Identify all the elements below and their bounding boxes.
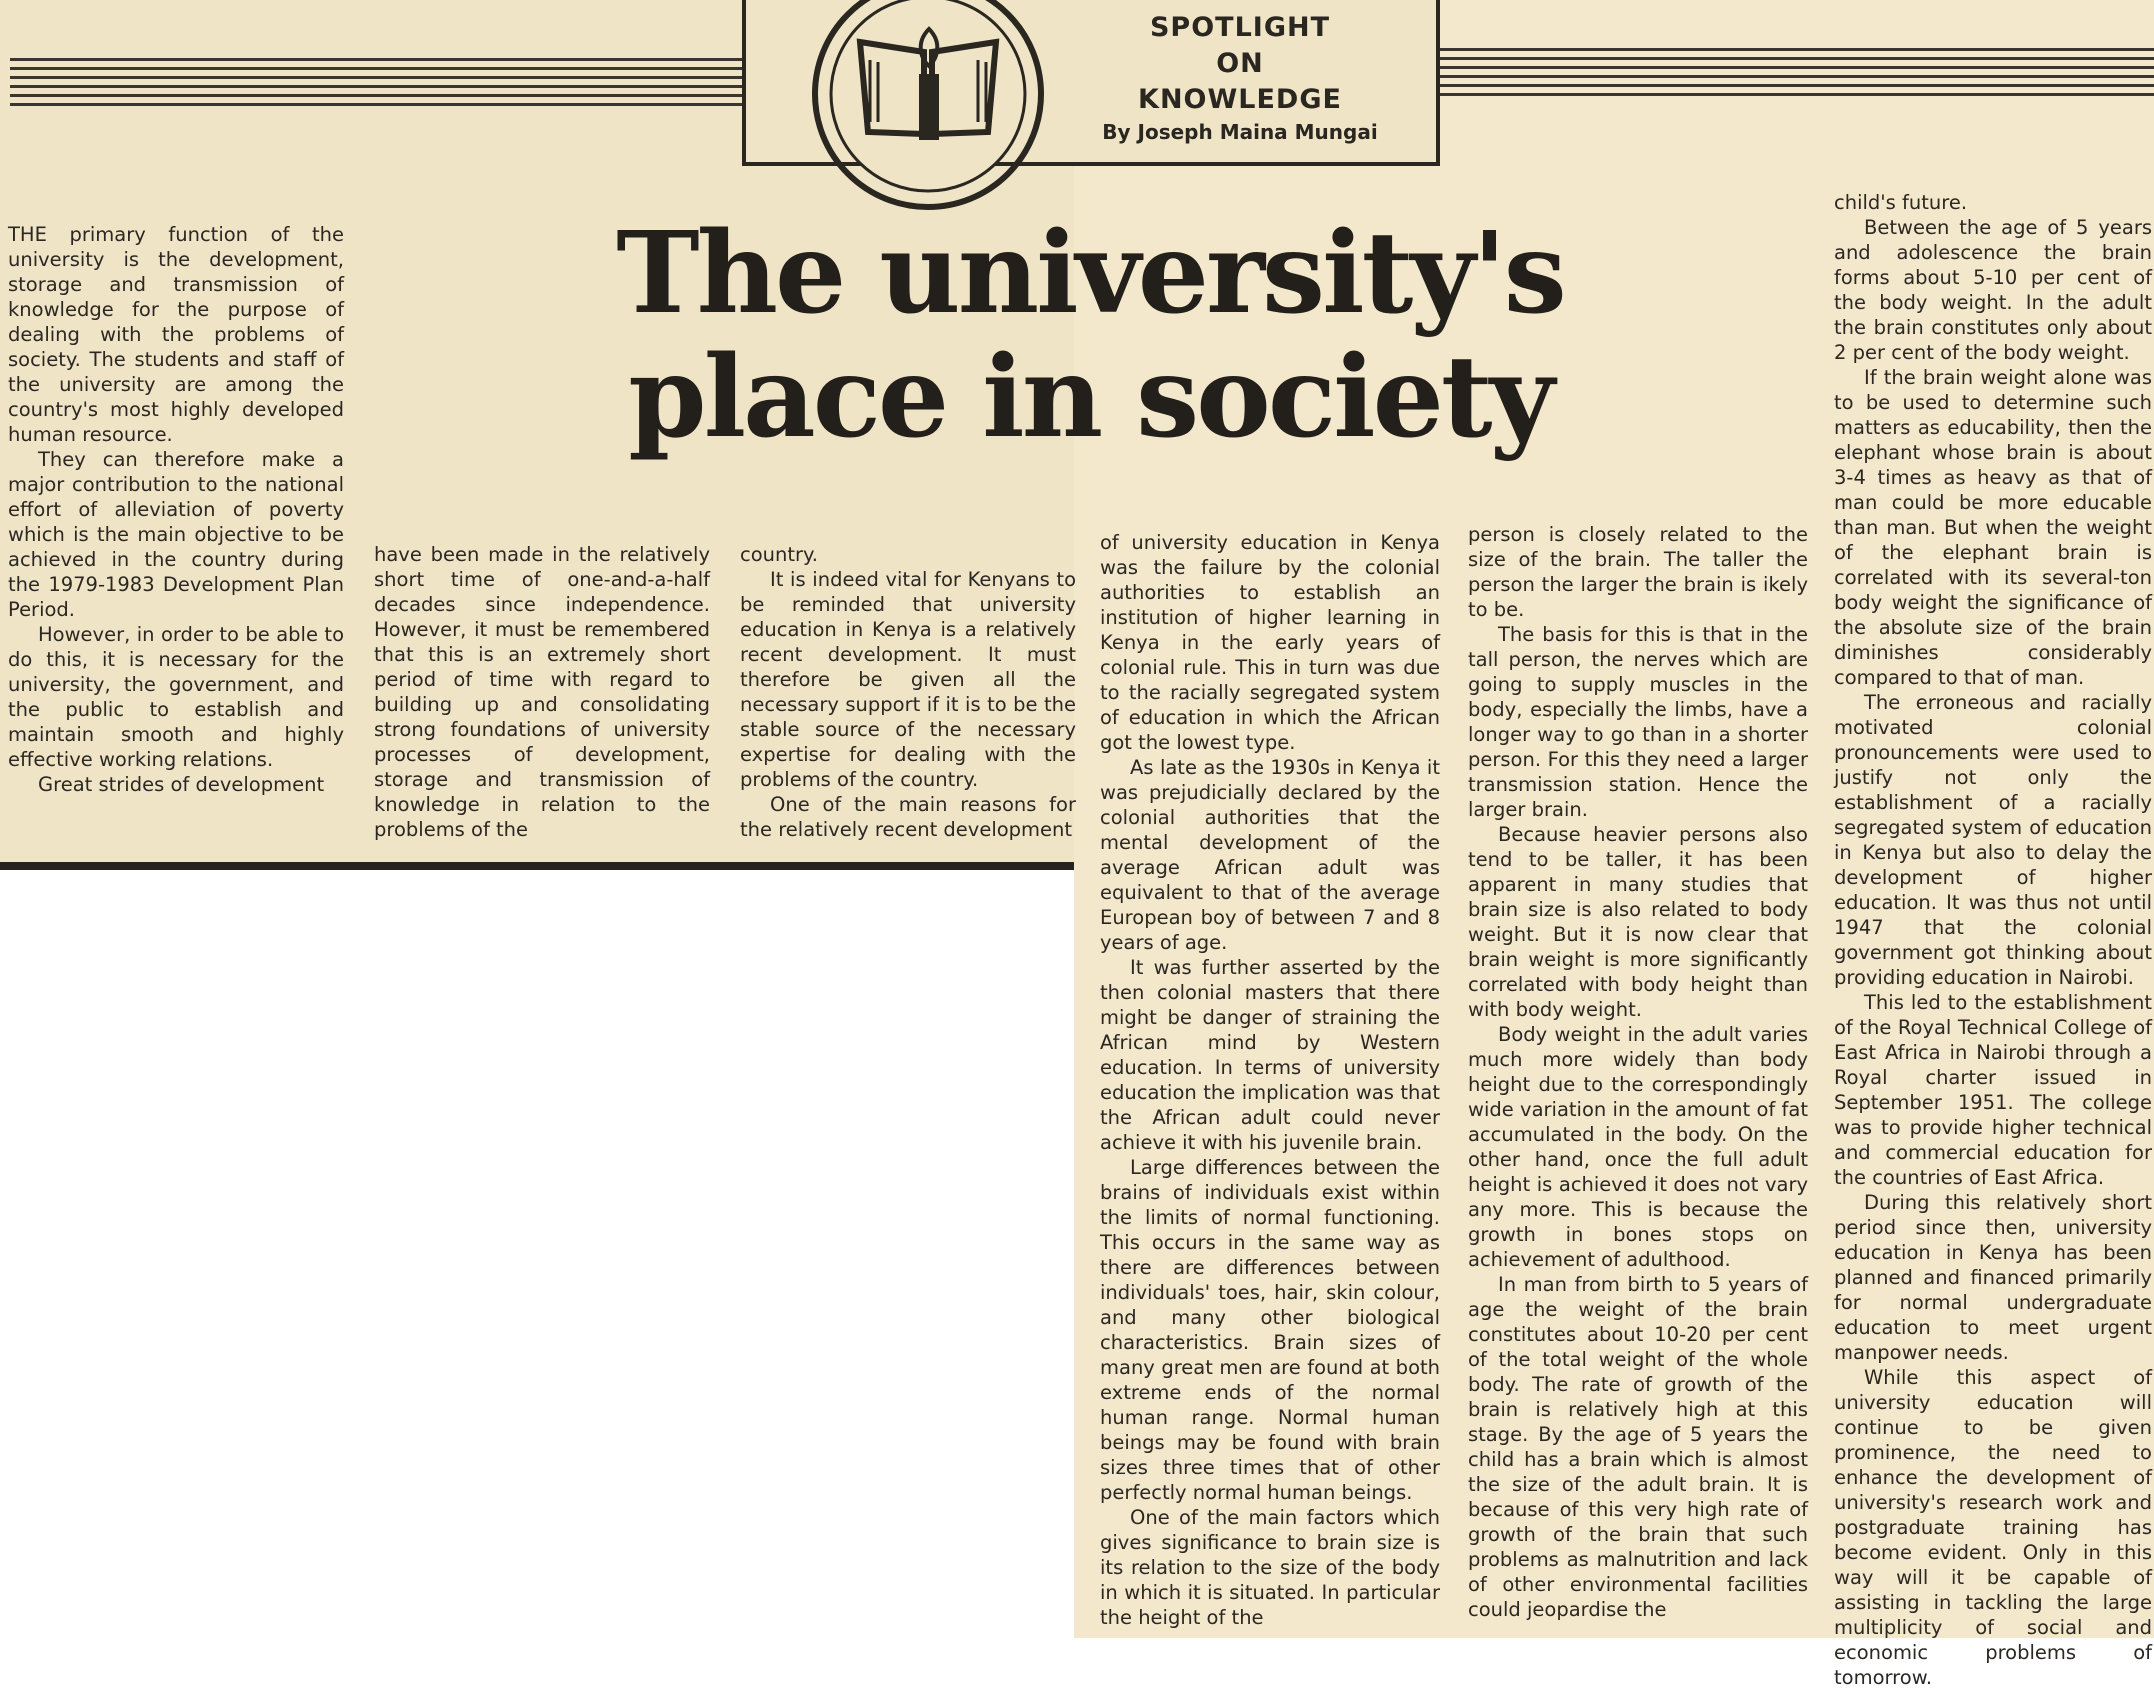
paragraph: Large differences between the brains of individuals exist within the limits of normal functioning. This occurs in the same way as there are differences between individuals' toes, hair, skin colour, and many other biological characteristics. Brain sizes of many great men are found at both extreme ends of the normal human range. Normal human beings may be found with brain sizes three times that of other perfectly normal human beings. [1100,1156,1440,1504]
byline: By Joseph Maina Mungai [1102,120,1378,144]
paragraph: One of the main factors which gives significance to brain size is its relation to the size of the body in which it is situated. In particular the height of the [1100,1506,1440,1629]
headline-line-2: place in society [628,332,1552,463]
paragraph: Because heavier persons also tend to be taller, it has been apparent in many studies that brain size is also related to body weight. But it is now clear that brain weight is more significantly correlated with body height than with body weight. [1468,823,1808,1021]
article-column-5 [1468,522,1808,1630]
paragraph: It is indeed vital for Kenyans to be reminded that university education in Kenya is a relatively recent development. It must therefore be given all the necessary support if it is to be the stable source of the necessary expertise for dealing with the problems of the country. [740,568,1076,791]
paragraph: While this aspect of university education will continue to be given prominence, the need to enhance the development of university's research work and postgraduate training has become evident. Only in this way will it be capable of assisting in tackling the large multiplicity of social and economic problems of tomorrow. [1834,1366,2152,1689]
paragraph: One of the main reasons for the relatively recent development [740,793,1076,841]
paragraph: This led to the establishment of the Royal Technical College of East Africa in Nairobi through a Royal charter issued in September 1951. The college was to provide higher technical and commercial education for the countries of East Africa. [1834,991,2152,1189]
paragraph: However, in order to be able to do this, it is necessary for the university, the government, and the public to establish and maintain smooth and highly effective working relations. [8,623,344,771]
paragraph: It was further asserted by the then colonial masters that there might be danger of straining the African mind by Western education. In terms of university education the implication was that the African adult could never achieve it with his juvenile brain. [1100,956,1440,1154]
paragraph: country. [740,543,818,566]
paragraph: If the brain weight alone was to be used to determine such matters as educability, then the elephant whose brain is about 3-4 times as heavy as that of man could be more educable than man. But when the weight of the elephant brain is correlated with its several-ton body weight the significance of the absolute size of the brain diminishes considerably compared to that of man. [1834,366,2152,689]
clipping-bottom-rule [0,862,1074,870]
paragraph: THE primary function of the university is the development, storage and transmission of knowledge for the purpose of dealing with the problems of society. The students and staff of the university are among the country's most highly developed human resource. [8,223,344,446]
article-column-3 [740,542,1076,852]
paragraph: Great strides of development [38,773,325,796]
article-column-1 [8,222,344,852]
article-column-6 [1834,190,2152,1689]
paragraph: In man from birth to 5 years of age the weight of the brain constitutes about 10-20 per cent of the total weight of the whole body. The rate of growth of the brain is relatively high at this stage. By the age of 5 years the child has a brain which is almost the size of the adult brain. It is because of this very high rate of growth of the brain that such problems as malnutrition and lack of other environmental facilities could jeopardise the [1468,1273,1808,1621]
open-book-candle-icon [808,0,1048,204]
headline [400,208,1780,463]
section-kicker [1110,10,1370,118]
headline-line-1: The university's [616,208,1564,339]
paragraph: As late as the 1930s in Kenya it was prejudicially declared by the colonial authorities that the mental development of the average African adult was equivalent to that of the average European boy of between 7 and 8 years of age. [1100,756,1440,954]
paragraph: They can therefore make a major contribution to the national effort of alleviation of poverty which is the main objective to be achieved in the country during the 1979-1983 Development Plan Period. [8,448,344,621]
left-banner-rules [10,58,742,110]
paragraph: Between the age of 5 years and adolescence the brain forms about 5-10 per cent of the body weight. In the adult the brain constitutes only about 2 per cent of the body weight. [1834,216,2152,364]
article-column-2 [374,542,710,852]
paragraph: of university education in Kenya was the failure by the colonial authorities to establish an institution of higher learning in Kenya in the early years of colonial rule. This in turn was due to the racially segregated system of education in which the African got the lowest type. [1100,531,1440,754]
paragraph: The erroneous and racially motivated colonial pronouncements were used to justify not only the establishment of a racially segregated system of education in Kenya but also to delay the development of higher education. It was thus not until 1947 that the colonial government got thinking about providing education in Nairobi. [1834,691,2152,989]
paragraph: have been made in the relatively short time of one-and-a-half decades since independence. However, it must be remembered that this is an extremely short period of time with regard to building up and consolidating strong foundations of university processes of development, storage and transmission of knowledge in relation to the problems of the [374,543,710,841]
paragraph: person is closely related to the size of the brain. The taller the person the larger the brain is ikely to be. [1468,523,1808,621]
paragraph: During this relatively short period since then, university education in Kenya has been planned and financed primarily for normal undergraduate education to meet urgent manpower needs. [1834,1191,2152,1364]
kicker-line-2: ON [1216,48,1264,79]
article-column-4 [1100,530,1440,1630]
kicker-line-1: SPOTLIGHT [1149,12,1331,43]
paragraph: Body weight in the adult varies much more widely than body height due to the correspondingly wide variation in the amount of fat accumulated in the body. On the other hand, once the full adult height is achieved it does not vary any more. This is because the growth in bones stops on achievement of adulthood. [1468,1023,1808,1271]
paragraph: child's future. [1834,191,1968,214]
paragraph: The basis for this is that in the tall person, the nerves which are going to supply muscles in the body, especially the limbs, have a longer way to go than in a shorter person. For this they need a larger transmission station. Hence the larger brain. [1468,623,1808,821]
kicker-line-3: KNOWLEDGE [1138,84,1342,115]
right-banner-rules [1436,48,2154,100]
